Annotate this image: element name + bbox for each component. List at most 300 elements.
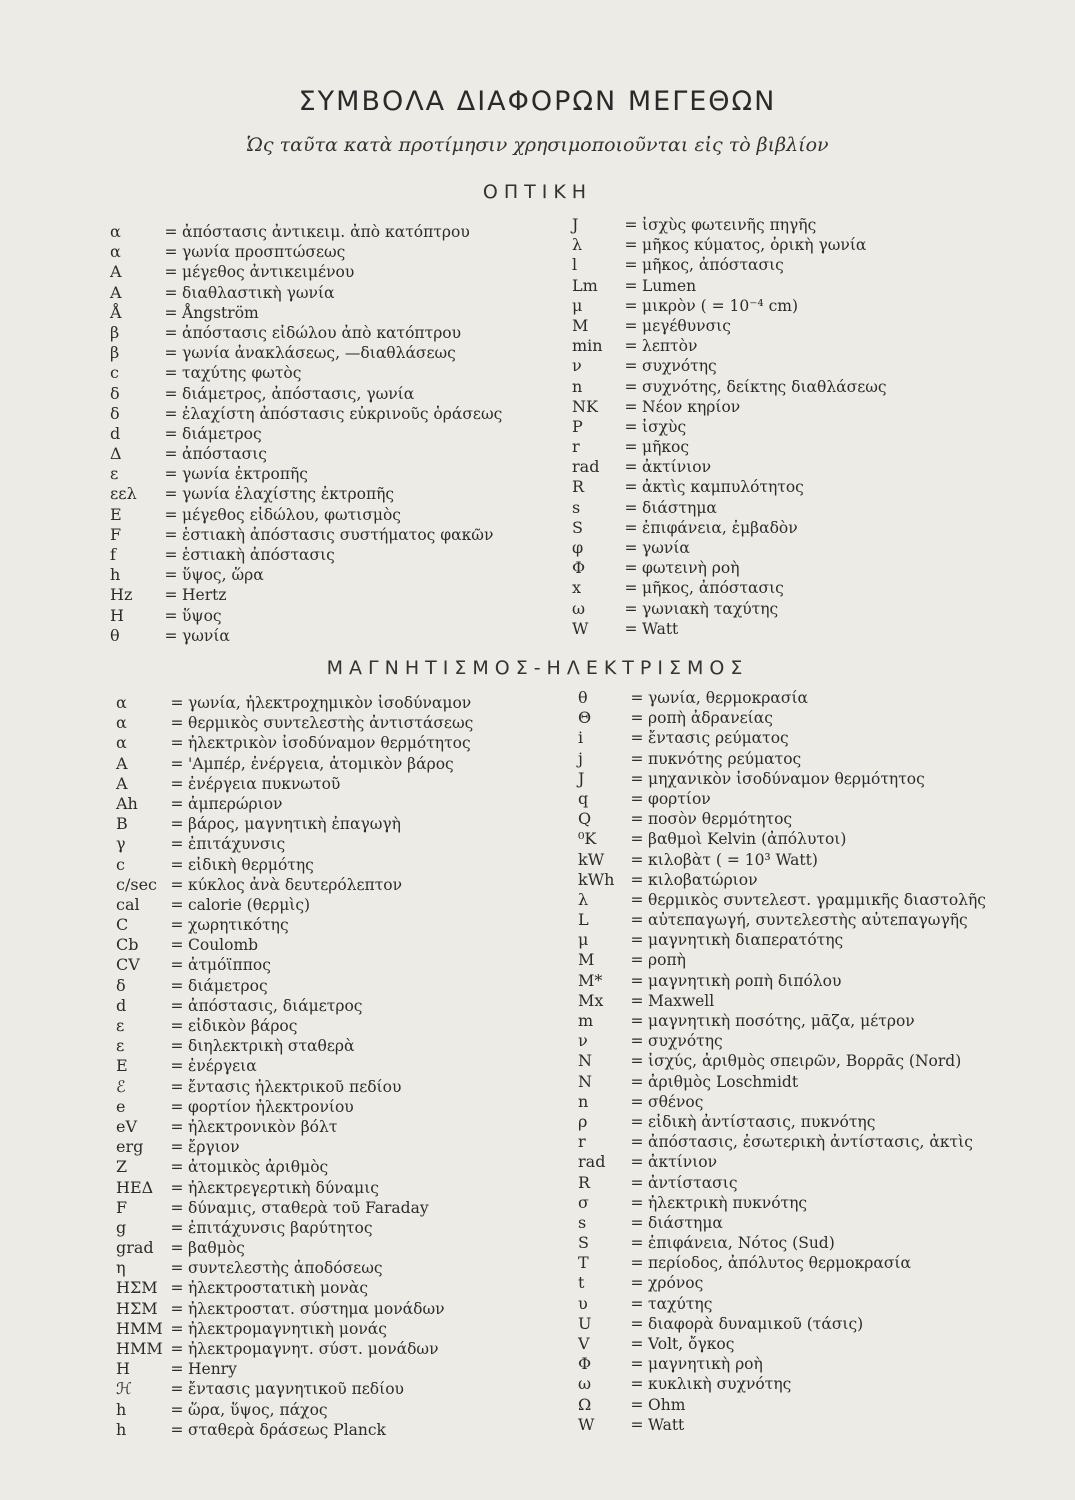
- symbol: U: [578, 1313, 592, 1333]
- symbol-row: [116, 976, 473, 996]
- symbol: α: [110, 242, 121, 262]
- symbol-row: [572, 477, 887, 497]
- symbol-row: [110, 384, 502, 404]
- equals-sign: =: [630, 830, 644, 849]
- equals-sign: =: [630, 1032, 644, 1051]
- symbol-row: [578, 1334, 986, 1354]
- symbol-row: [578, 1193, 986, 1213]
- symbol: Cb: [116, 935, 139, 955]
- definition: μαγνητικὴ ροὴ: [648, 1355, 763, 1374]
- symbol-row: [578, 1314, 986, 1334]
- equals-sign: =: [170, 774, 184, 793]
- equals-sign: =: [170, 916, 184, 935]
- symbol: erg: [116, 1137, 144, 1157]
- symbol-row: [578, 870, 986, 890]
- symbol: eV: [116, 1116, 138, 1136]
- equals-sign: =: [630, 769, 644, 788]
- definition: διάστημα: [648, 1213, 723, 1232]
- page-title: ΣΥΜΒΟΛΑ ΔΙΑΦΟΡΩΝ ΜΕΓΕΘΩΝ: [298, 86, 777, 117]
- definition: ἀπόστασις εἰδώλου ἀπὸ κατόπτρου: [182, 323, 462, 342]
- equals-sign: =: [624, 539, 638, 557]
- equals-sign: =: [170, 815, 184, 834]
- symbol-row: [116, 955, 473, 975]
- equals-sign: =: [630, 1314, 644, 1333]
- symbol-row: [116, 915, 473, 935]
- equals-sign: =: [630, 1335, 644, 1353]
- symbol-row: [578, 688, 986, 708]
- definition: ἠλεκτροστατ. σύστημα μονάδων: [188, 1299, 445, 1318]
- symbol-row: [110, 242, 502, 262]
- equals-sign: =: [170, 1259, 184, 1278]
- symbol: ⁰K: [578, 829, 597, 849]
- symbol: Θ: [578, 708, 592, 728]
- definition: συχνότης, δείκτης διαθλάσεως: [642, 377, 887, 396]
- equals-sign: =: [170, 1299, 184, 1318]
- symbol-row: [110, 323, 502, 343]
- definition: ποσὸν θερμότητος: [648, 810, 793, 829]
- symbol: l: [572, 255, 578, 275]
- symbol: υ: [578, 1293, 588, 1313]
- symbol-row: [572, 498, 887, 518]
- symbol-row: [116, 1178, 473, 1198]
- equals-sign: =: [630, 951, 644, 970]
- equals-sign: =: [630, 789, 644, 808]
- definition: ἀκτίνιον: [642, 458, 712, 477]
- definition: ἀκτίνιον: [648, 1153, 718, 1172]
- equals-sign: =: [630, 1052, 644, 1071]
- symbol-row: [578, 1374, 986, 1394]
- symbol-row: [116, 855, 473, 875]
- definition: διάστημα: [642, 498, 717, 517]
- equals-sign: =: [170, 956, 184, 975]
- definition: Hertz: [182, 586, 227, 605]
- definition: ἀκτὶς καμπυλότητος: [642, 478, 804, 497]
- definition: διάμετρος: [182, 424, 262, 443]
- symbol: M*: [578, 970, 603, 990]
- equals-sign: =: [170, 1400, 184, 1419]
- symbol: J: [578, 768, 585, 788]
- symbol: e: [116, 1096, 126, 1116]
- symbol-row: [116, 1420, 473, 1440]
- symbol-row: [116, 935, 473, 955]
- equals-sign: =: [624, 458, 638, 477]
- symbol: δ: [110, 403, 120, 423]
- symbol-row: [116, 1056, 473, 1076]
- definition: σταθερὰ δράσεως Planck: [188, 1420, 386, 1439]
- symbol: c: [116, 854, 125, 874]
- definition: διάμετρος, ἀπόστασις, γωνία: [182, 384, 415, 403]
- symbol-row: [110, 343, 502, 363]
- definition: ἠλεκτρομαγνητικὴ μονάς: [188, 1319, 387, 1338]
- symbol-row: [116, 1339, 473, 1359]
- equals-sign: =: [624, 256, 638, 275]
- symbol: i: [578, 728, 584, 748]
- equals-sign: =: [164, 566, 178, 585]
- definition: μικρὸν ( = 10⁻⁴ cm): [642, 296, 798, 315]
- symbol: μ: [572, 295, 583, 315]
- equals-sign: =: [170, 855, 184, 874]
- symbol-row: [116, 1319, 473, 1339]
- definition: ἔντασις ἠλεκτρικοῦ πεδίου: [188, 1077, 402, 1096]
- symbol-row: [116, 1400, 473, 1420]
- equals-sign: =: [630, 1254, 644, 1273]
- equals-sign: =: [170, 835, 184, 854]
- definition: συχνότης: [642, 357, 717, 376]
- symbol: Α: [116, 753, 128, 773]
- equals-sign: =: [164, 424, 178, 443]
- symbol: d: [116, 995, 127, 1015]
- symbol-row: [578, 850, 986, 870]
- definition: γωνία: [182, 626, 230, 645]
- symbol-row: [110, 303, 502, 323]
- symbol: r: [578, 1132, 586, 1152]
- equals-sign: =: [170, 895, 184, 914]
- definition: ἰσχύς, ἀριθμὸς σπειρῶν, Βορρᾶς (Nord): [648, 1052, 962, 1071]
- definition: ἀπόστασις, διάμετρος: [188, 996, 363, 1015]
- symbol-row: [578, 1072, 986, 1092]
- symbol-row: [116, 1036, 473, 1056]
- definition: Coulomb: [188, 936, 259, 955]
- symbol-row: [116, 774, 473, 794]
- symbol: ν: [572, 356, 582, 376]
- definition: δύναμις, σταθερὰ τοῦ Faraday: [188, 1198, 429, 1217]
- symbol: q: [578, 788, 589, 808]
- symbol-row: [110, 525, 502, 545]
- equals-sign: =: [170, 1158, 184, 1177]
- definition: ὥρα, ὕψος, πάχος: [188, 1400, 328, 1419]
- definition: συντελεστὴς ἀποδόσεως: [188, 1259, 383, 1278]
- definition: Henry: [188, 1360, 237, 1379]
- definition: Νέον κηρίον: [642, 397, 741, 416]
- equals-sign: =: [624, 316, 638, 335]
- symbol-row: [116, 814, 473, 834]
- definition: εἰδικὴ ἀντίστασις, πυκνότης: [648, 1112, 876, 1131]
- symbol-row: [116, 1218, 473, 1238]
- symbol-row: [578, 910, 986, 930]
- symbol: Ε: [116, 1056, 128, 1076]
- symbol-row: [110, 262, 502, 282]
- symbol: L: [578, 910, 589, 930]
- definition: γωνία, ἠλεκτροχημικὸν ἰσοδύναμον: [188, 694, 472, 712]
- symbol-row: [110, 626, 502, 646]
- symbol-row: [578, 1294, 986, 1314]
- symbol-row: [110, 545, 502, 565]
- symbol: η: [116, 1258, 126, 1278]
- symbol-row: [116, 1016, 473, 1036]
- symbol: γ: [116, 834, 126, 854]
- symbol: rad: [572, 457, 600, 477]
- symbol: εελ: [110, 484, 137, 504]
- definition: Ångström: [182, 303, 259, 322]
- symbol: h: [116, 1399, 127, 1419]
- definition: γωνία, θερμοκρασία: [648, 689, 808, 707]
- symbol: α: [110, 222, 121, 241]
- symbol: ε: [110, 464, 119, 484]
- equals-sign: =: [624, 518, 638, 537]
- equals-sign: =: [630, 870, 644, 889]
- definition: 'Αμπέρ, ἐνέργεια, ἀτομικὸν βάρος: [188, 754, 454, 773]
- symbol: Μ: [572, 315, 589, 335]
- symbol-row: [572, 336, 887, 356]
- definition: γωνιακὴ ταχύτης: [642, 599, 779, 618]
- symbol: V: [578, 1334, 590, 1353]
- symbol: d: [110, 423, 121, 443]
- symbol-row: [572, 316, 887, 336]
- definition: ταχύτης φωτὸς: [182, 364, 302, 383]
- definition: Watt: [648, 1415, 685, 1434]
- definition: ἐπιφάνεια, Νότος (Sud): [648, 1234, 835, 1253]
- em-right-list: [578, 688, 986, 1435]
- definition: διάμετρος: [188, 976, 268, 995]
- equals-sign: =: [630, 1395, 644, 1414]
- equals-sign: =: [624, 619, 638, 638]
- equals-sign: =: [164, 485, 178, 504]
- symbol: F: [116, 1197, 128, 1217]
- equals-sign: =: [624, 236, 638, 255]
- symbol-row: [116, 733, 473, 753]
- equals-sign: =: [170, 1218, 184, 1237]
- equals-sign: =: [630, 1112, 644, 1131]
- definition: ἐνέργεια πυκνωτοῦ: [188, 774, 341, 793]
- equals-sign: =: [170, 1360, 184, 1379]
- definition: βαθμοὶ Kelvin (ἀπόλυτοι): [648, 830, 847, 849]
- symbol-row: [110, 565, 502, 585]
- equals-sign: =: [630, 1234, 644, 1253]
- equals-sign: =: [164, 223, 178, 241]
- symbol-row: [572, 558, 887, 578]
- definition: Ohm: [648, 1395, 686, 1414]
- equals-sign: =: [164, 525, 178, 544]
- symbol: θ: [110, 625, 120, 645]
- symbol: F: [110, 524, 122, 544]
- equals-sign: =: [624, 438, 638, 457]
- definition: ἔργιον: [188, 1138, 240, 1157]
- symbol-row: [572, 397, 887, 417]
- definition: φορτίον ἠλεκτρονίου: [188, 1097, 354, 1116]
- symbol-row: [578, 1031, 986, 1051]
- symbol: M: [578, 950, 595, 970]
- equals-sign: =: [170, 936, 184, 955]
- definition: ροπὴ ἀδρανείας: [648, 709, 773, 728]
- equals-sign: =: [170, 1077, 184, 1096]
- symbol: Α: [110, 262, 122, 282]
- symbol-row: [110, 484, 502, 504]
- equals-sign: =: [164, 243, 178, 262]
- symbol: β: [110, 322, 120, 342]
- definition: θερμικὸς συντελεστ. γραμμικῆς διαστολῆς: [648, 890, 986, 909]
- equals-sign: =: [630, 1153, 644, 1172]
- symbol-row: [572, 255, 887, 275]
- symbol: Mx: [578, 990, 604, 1010]
- symbol-row: [116, 693, 473, 713]
- symbol-row: [572, 417, 887, 437]
- symbol: P: [572, 416, 583, 436]
- symbol: Lm: [572, 275, 598, 295]
- equals-sign: =: [630, 1294, 644, 1313]
- symbol: R: [572, 477, 585, 497]
- symbol: r: [572, 437, 580, 457]
- symbol: δ: [116, 975, 126, 995]
- equals-sign: =: [164, 606, 178, 625]
- symbol-row: [572, 578, 887, 598]
- symbol-row: [572, 356, 887, 376]
- definition: ἠλεκτρικὴ πυκνότης: [648, 1193, 808, 1212]
- symbol-row: [110, 505, 502, 525]
- equals-sign: =: [170, 1017, 184, 1035]
- symbol: kW: [578, 849, 605, 869]
- symbol-row: [578, 1273, 986, 1293]
- definition: γωνία ἐλαχίστης ἐκτροπῆς: [182, 485, 395, 504]
- definition: εἰδικὸν βάρος: [188, 1017, 298, 1035]
- definition: ἐπιτάχυνσις βαρύτητος: [188, 1218, 373, 1237]
- equals-sign: =: [170, 996, 184, 1015]
- definition: αὐτεπαγωγή, συντελεστὴς αὐτεπαγωγῆς: [648, 911, 968, 930]
- symbol-row: [578, 1092, 986, 1112]
- definition: ἐπιφάνεια, ἐμβαδὸν: [642, 518, 798, 537]
- equals-sign: =: [630, 1012, 644, 1030]
- definition: ἐλαχίστη ἀπόστασις εὐκρινοῦς ὁράσεως: [182, 404, 503, 423]
- symbol-row: [578, 1112, 986, 1132]
- symbol-row: [116, 754, 473, 774]
- equals-sign: =: [164, 546, 178, 564]
- symbol: s: [572, 497, 581, 517]
- equals-sign: =: [170, 1319, 184, 1338]
- page-subtitle: Ὡς ταῦτα κατὰ προτίμησιν χρησιμοποιοῦνται εἰς τὸ βιβλίον: [246, 134, 829, 156]
- equals-sign: =: [624, 296, 638, 315]
- symbol: ΗΜΜ: [116, 1339, 163, 1358]
- symbol: Ω: [578, 1394, 592, 1414]
- equals-sign: =: [630, 890, 644, 909]
- equals-sign: =: [170, 1097, 184, 1116]
- symbol: δ: [110, 383, 120, 403]
- equals-sign: =: [630, 991, 644, 1010]
- equals-sign: =: [624, 498, 638, 517]
- definition: μῆκος: [642, 438, 690, 457]
- equals-sign: =: [630, 709, 644, 728]
- definition: ἀπόστασις ἀντικειμ. ἀπὸ κατόπτρου: [182, 223, 470, 241]
- definition: σθένος: [648, 1092, 704, 1111]
- equals-sign: =: [624, 337, 638, 356]
- symbol-row: [578, 769, 986, 789]
- equals-sign: =: [630, 971, 644, 990]
- symbol: n: [572, 376, 583, 396]
- symbol-row: [572, 457, 887, 477]
- symbol: c: [110, 363, 119, 383]
- equals-sign: =: [170, 1117, 184, 1136]
- definition: βαθμὸς: [188, 1239, 245, 1258]
- symbol: ω: [578, 1374, 592, 1394]
- equals-sign: =: [630, 1193, 644, 1212]
- symbol: kWh: [578, 869, 615, 889]
- symbol-row: [110, 222, 502, 242]
- definition: Lumen: [642, 276, 697, 295]
- definition: ἠλεκτρικὸν ἰσοδύναμον θερμότητος: [188, 734, 471, 753]
- definition: κιλοβὰτ ( = 10³ Watt): [648, 850, 818, 869]
- symbol: h: [116, 1419, 127, 1439]
- symbol: W: [572, 618, 589, 638]
- equals-sign: =: [630, 1173, 644, 1192]
- definition: ταχύτης: [648, 1294, 713, 1313]
- symbol: S: [578, 1233, 589, 1253]
- equals-sign: =: [624, 417, 638, 436]
- definition: χωρητικότης: [188, 916, 289, 935]
- definition: ἠλεκτρονικὸν βόλτ: [188, 1117, 338, 1136]
- equals-sign: =: [164, 303, 178, 322]
- symbol: Z: [116, 1157, 128, 1177]
- symbol: S: [572, 517, 583, 537]
- symbol-row: [110, 283, 502, 303]
- symbol-row: [116, 1157, 473, 1177]
- equals-sign: =: [630, 1375, 644, 1394]
- symbol-row: [110, 404, 502, 424]
- equals-sign: =: [630, 1133, 644, 1152]
- definition: μαγνητικὴ ποσότης, μᾶζα, μέτρον: [648, 1012, 915, 1030]
- equals-sign: =: [164, 364, 178, 383]
- equals-sign: =: [630, 689, 644, 707]
- symbol-row: [116, 834, 473, 854]
- equals-sign: =: [170, 694, 184, 712]
- definition: ἠλεκτρεγερτικὴ δύναμις: [188, 1178, 379, 1197]
- symbol-row: [578, 971, 986, 991]
- symbol-row: [578, 1395, 986, 1415]
- symbol: ω: [572, 598, 586, 618]
- symbol: α: [116, 733, 127, 753]
- definition: λεπτὸν: [642, 337, 698, 356]
- equals-sign: =: [170, 976, 184, 995]
- definition: calorie (θερμὶς): [188, 895, 311, 914]
- definition: ροπὴ: [648, 951, 686, 970]
- definition: ἰσχὺς φωτεινῆς πηγῆς: [642, 216, 817, 234]
- symbol-row: [578, 1233, 986, 1253]
- equals-sign: =: [630, 1092, 644, 1111]
- equals-sign: =: [630, 749, 644, 768]
- optics-left-list: [110, 222, 502, 646]
- symbol-row: [116, 1238, 473, 1258]
- equals-sign: =: [164, 505, 178, 524]
- symbol: α: [116, 693, 127, 712]
- symbol: R: [578, 1172, 591, 1192]
- symbol-row: [116, 1299, 473, 1319]
- symbol-row: [578, 991, 986, 1011]
- section-heading-optics: ΟΠΤΙΚΗ: [482, 181, 593, 203]
- symbol: J: [572, 215, 579, 234]
- equals-sign: =: [630, 1274, 644, 1293]
- symbol-row: [116, 1137, 473, 1157]
- equals-sign: =: [170, 1178, 184, 1197]
- definition: ἰσχὺς: [642, 417, 687, 436]
- symbol-row: [110, 585, 502, 605]
- symbol-row: [572, 599, 887, 619]
- symbol: ε: [116, 1016, 125, 1035]
- symbol-row: [116, 1379, 473, 1399]
- definition: χρόνος: [648, 1274, 704, 1293]
- symbol: Φ: [578, 1354, 592, 1374]
- equals-sign: =: [624, 599, 638, 618]
- symbol: ρ: [578, 1111, 588, 1131]
- symbol-row: [116, 895, 473, 915]
- symbol: ν: [578, 1031, 588, 1051]
- symbol-row: [578, 1152, 986, 1172]
- symbol-row: [116, 713, 473, 733]
- symbol: m: [578, 1011, 594, 1030]
- symbol: μ: [578, 930, 589, 950]
- definition: φωτεινὴ ροὴ: [642, 559, 740, 578]
- symbol-row: [116, 875, 473, 895]
- definition: ὕψος, ὥρα: [182, 566, 264, 585]
- symbol: min: [572, 336, 603, 356]
- equals-sign: =: [170, 1420, 184, 1439]
- definition: διαφορὰ δυναμικοῦ (τάσις): [648, 1314, 864, 1333]
